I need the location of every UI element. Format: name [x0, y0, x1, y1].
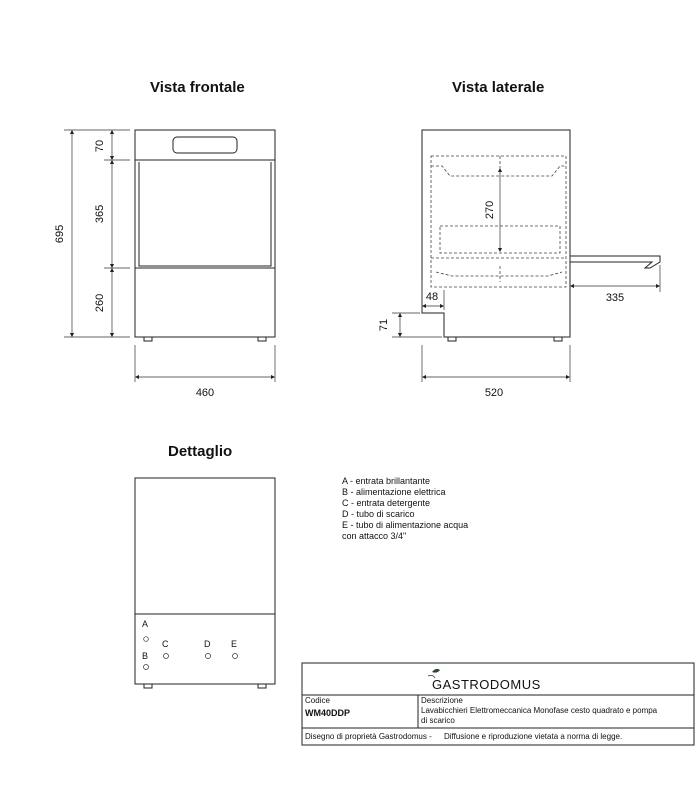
legend-item-b: B - alimentazione elettrica	[342, 487, 446, 497]
dim-top-height: 70	[94, 139, 106, 153]
legend-item-c: C - entrata detergente	[342, 498, 431, 508]
dim-depth: 520	[484, 387, 504, 399]
front-foot-left	[144, 337, 152, 341]
marker-c	[164, 654, 169, 659]
side-drain-pipe	[570, 256, 660, 268]
detail-title: Dettaglio	[168, 443, 233, 460]
detail-foot-right	[258, 684, 266, 688]
marker-e-label: E	[231, 639, 238, 649]
dim-foot: 71	[378, 318, 390, 332]
dim-extension: 335	[605, 292, 625, 304]
side-foot-left	[448, 337, 456, 341]
side-lower-arm	[436, 272, 562, 276]
side-view-title: Vista laterale	[452, 79, 545, 96]
title-block	[302, 663, 694, 745]
detail-body	[135, 478, 275, 684]
marker-a	[144, 637, 149, 642]
side-view	[378, 130, 660, 399]
legend-item-e: E - tubo di alimentazione acqua	[342, 520, 469, 530]
dim-total-height: 695	[54, 224, 66, 244]
brand-name: GASTRODOMUS	[432, 677, 541, 692]
code-label: Codice	[305, 696, 330, 705]
legend-item-d: D - tubo di scarico	[342, 509, 415, 519]
description-label: Descrizione	[421, 696, 463, 705]
description-line-1: Lavabicchieri Elettromeccanica Monofase cesto quadrato e pompa	[421, 706, 658, 715]
legend-item-e-note: con attacco 3/4"	[342, 531, 407, 541]
detail-foot-left	[144, 684, 152, 688]
side-foot-right	[554, 337, 562, 341]
property-text: Diffusione e riproduzione vietata a norma di legge.	[444, 732, 623, 741]
front-body	[135, 130, 275, 337]
side-upper-arm	[431, 166, 566, 176]
dim-bottom-height: 260	[94, 293, 106, 313]
marker-a-label: A	[142, 619, 149, 629]
marker-c-label: C	[162, 639, 169, 649]
dim-mid-height: 365	[94, 204, 106, 224]
marker-d-label: D	[204, 639, 211, 649]
legend-item-a: A - entrata brillantante	[342, 476, 431, 486]
marker-b-label: B	[142, 651, 149, 661]
front-foot-right	[258, 337, 266, 341]
marker-d	[206, 654, 211, 659]
dim-offset: 48	[425, 291, 439, 303]
front-door	[139, 162, 271, 266]
legend	[342, 476, 468, 541]
front-handle	[173, 137, 237, 153]
detail-view	[135, 478, 275, 688]
dim-rack: 270	[484, 200, 496, 220]
marker-b	[144, 665, 149, 670]
property-label: Disegno di proprietà Gastrodomus -	[305, 732, 432, 741]
code-value: WM40DDP	[305, 708, 351, 718]
description-line-2: di scarico	[421, 716, 455, 725]
marker-e	[233, 654, 238, 659]
front-view	[54, 130, 275, 399]
front-view-title: Vista frontale	[150, 79, 245, 96]
dim-width: 460	[195, 387, 215, 399]
